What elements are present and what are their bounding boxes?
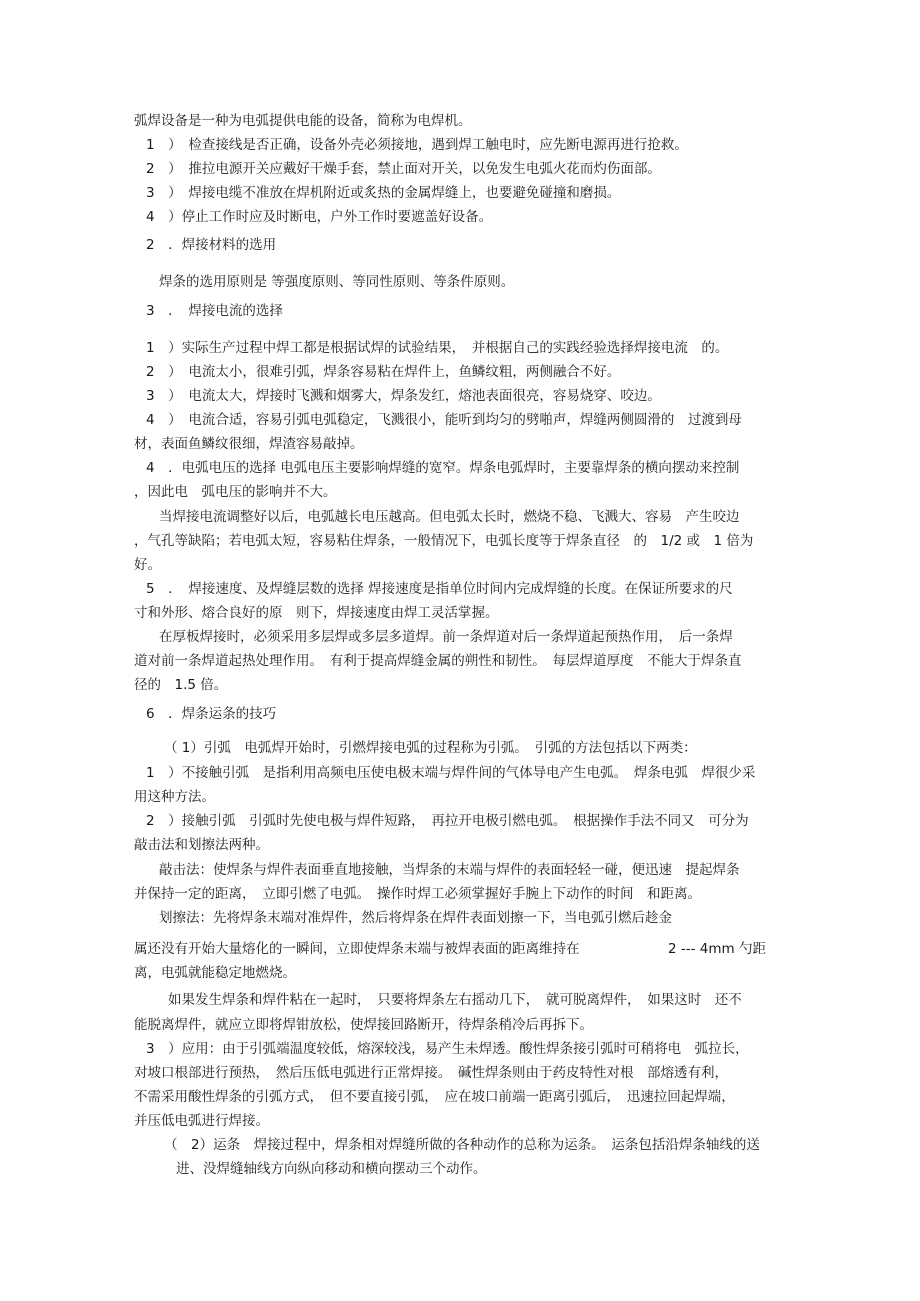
section-heading: 2 ．焊接材料的选用 (146, 237, 277, 253)
text-line: 2 ） 推拉电源开关应戴好干燥手套，禁止面对开关，以免发生电弧火花而灼伤面部。 (146, 161, 661, 177)
text-line: 3 ） 电流太大，焊接时飞溅和烟雾大，焊条发红，熔池表面很亮，容易烧穿、咬边。 (146, 388, 661, 404)
text-line: 不需采用酸性焊条的引弧方式， 但不要直接引弧， 应在坡口前端一距离引弧后， 迅速拉回起焊端， (134, 1089, 735, 1105)
text-line: 径的 1.5 倍。 (134, 677, 228, 693)
text-line: ，因此电 弧电压的影响并不大。 (134, 484, 337, 500)
text-line: 进、没焊缝轴线方向纵向移动和横向摆动三个动作。 (176, 1161, 487, 1177)
text-line: 好。 (134, 557, 161, 573)
text-line: 并压低电弧进行焊接。 (134, 1113, 269, 1129)
section-heading: 3 ． 焊接电流的选择 (146, 303, 283, 319)
text-line: 寸和外形、熔合良好的原 则下，焊接速度由焊工灵活掌握。 (134, 605, 499, 621)
text-line: 材，表面鱼鳞纹很细，焊渣容易敲掉。 (134, 436, 364, 452)
text-line: 敲击法：使焊条与焊件表面垂直地接触，当焊条的末端与焊件的表面轻轻一碰，便迅速 提起焊条 (159, 862, 740, 878)
text-line: 当焊接电流调整好以后，电弧越长电压越高。但电弧太长时，燃烧不稳、飞溅大、容易 产生咬边 (159, 509, 740, 525)
section-heading: 4 ．电弧电压的选择 电弧电压主要影响焊缝的宽窄。焊条电弧焊时，主要靠焊条的横向摆动来控制 (146, 460, 740, 476)
text-line: 4 ） 电流合适，容易引弧电弧稳定，飞溅很小，能听到均匀的劈啪声，焊缝两侧圆滑的 过渡到母 (146, 412, 742, 428)
text-line: 3 ）应用：由于引弧端温度较低，熔深较浅，易产生未焊透。酸性焊条接引弧时可稍将电 弧拉长， (146, 1041, 749, 1057)
text-line: ，气孔等缺陷；若电弧太短，容易粘住焊条，一般情况下，电弧长度等于焊条直径 的 1/2 或 1 倍为 (134, 533, 754, 549)
text-line: 敲击法和划擦法两种。 (134, 837, 269, 853)
text-line: 4 ）停止工作时应及时断电，户外工作时要遮盖好设备。 (146, 209, 493, 225)
text-line: 用这种方法。 (134, 789, 215, 805)
text-line: 并保持一定的距离， 立即引燃了电弧。 操作时焊工必须掌握好手腕上下动作的时间 和距离。 (134, 886, 701, 902)
section-heading: 6 ．焊条运条的技巧 (146, 706, 277, 722)
text-line: 对坡口根部进行预热， 然后压低电弧进行正常焊接。 碱性焊条则由于药皮特性对根 部熔透有利， (134, 1065, 728, 1081)
section-heading: 5 ． 焊接速度、及焊缝层数的选择 焊接速度是指单位时间内完成焊缝的长度。在保证所要求的尺 (146, 581, 733, 597)
text-line: 1 ）实际生产过程中焊工都是根据试焊的试验结果， 并根据自己的实践经验选择焊接电流 的。 (146, 340, 729, 356)
text-line: 2 ）接触引弧 引弧时先使电极与焊件短路， 再拉开电极引燃电弧。 根据操作手法不同又 可分为 (146, 813, 749, 829)
text-line: 属还没有开始大量熔化的一瞬间，立即使焊条末端与被焊表面的距离维持在 (134, 941, 580, 957)
text-line: 焊条的选用原则是 等强度原则、等同性原则、等条件原则。 (159, 274, 515, 290)
text-line: 1 ）不接触引弧 是指利用高频电压使电极末端与焊件间的气体导电产生电弧。 焊条电弧 焊很少采 (146, 765, 756, 781)
text-line: 弧焊设备是一种为电弧提供电能的设备，简称为电焊机。 (134, 113, 472, 129)
text-line: 离，电弧就能稳定地燃烧。 (134, 965, 296, 981)
text-line: 1 ） 检查接线是否正确，设备外壳必须接地，遇到焊工触电时，应先断电源再进行抢救。 (146, 137, 688, 153)
text-line: 划擦法：先将焊条末端对准焊件，然后将焊条在焊件表面划擦一下，当电弧引燃后趁金 (159, 910, 672, 926)
text-line: （ 2）运条 焊接过程中，焊条相对焊缝所做的各种动作的总称为运条。 运条包括沿焊条轴线的送 (164, 1137, 760, 1153)
text-line: 在厚板焊接时，必须采用多层焊或多层多道焊。前一条焊道对后一条焊道起预热作用， 后一条焊 (159, 629, 733, 645)
text-line: 3 ） 焊接电缆不准放在焊机附近或炙热的金属焊缝上，也要避免碰撞和磨损。 (146, 185, 621, 201)
text-line: 能脱离焊件，就应立即将焊钳放松，使焊接回路断开，待焊条稍冷后再拆下。 (134, 1017, 593, 1033)
text-line: 道对前一条焊道起热处理作用。 有利于提高焊缝金属的朔性和韧性。 每层焊道厚度 不能大于焊条直 (134, 653, 742, 669)
text-line: 如果发生焊条和焊件粘在一起时， 只要将焊条左右摇动几下， 就可脱离焊件， 如果这时 还不 (168, 992, 742, 1008)
text-line: （ 1）引弧 电弧焊开始时，引燃焊接电弧的过程称为引弧。 引弧的方法包括以下两类： (164, 740, 697, 756)
text-line: 2 --- 4mm 勺距 (668, 941, 766, 957)
text-line: 2 ） 电流太小，很难引弧，焊条容易粘在焊件上，鱼鳞纹粗，两侧融合不好。 (146, 364, 621, 380)
